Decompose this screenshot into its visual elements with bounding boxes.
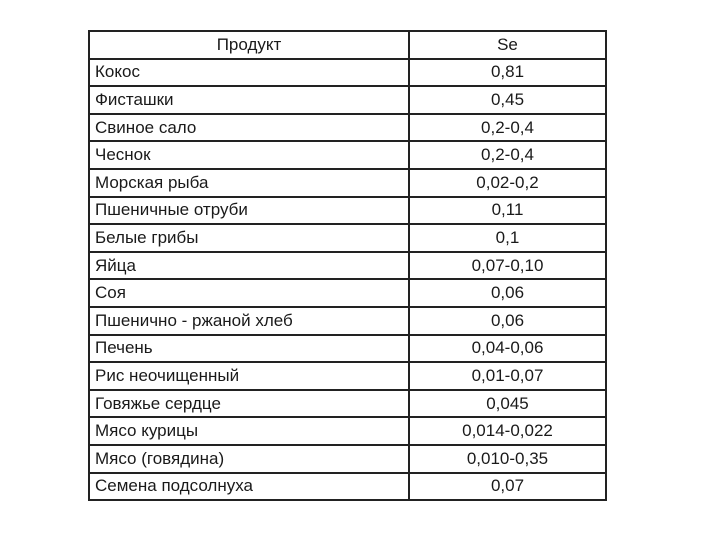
cell-product: Свиное сало: [89, 114, 409, 142]
cell-se: 0,06: [409, 307, 606, 335]
cell-product: Мясо (говядина): [89, 445, 409, 473]
cell-se: 0,1: [409, 224, 606, 252]
data-table: [88, 30, 607, 501]
table-row: [89, 473, 606, 501]
table-row: [89, 114, 606, 142]
table-row: [89, 224, 606, 252]
cell-se: 0,2-0,4: [409, 114, 606, 142]
table-body: [89, 59, 606, 501]
header-product: Продукт: [89, 31, 409, 59]
cell-se: 0,010-0,35: [409, 445, 606, 473]
header-se: Se: [409, 31, 606, 59]
table-row: [89, 445, 606, 473]
cell-se: 0,02-0,2: [409, 169, 606, 197]
cell-se: 0,07-0,10: [409, 252, 606, 280]
cell-product: Мясо курицы: [89, 417, 409, 445]
table-row: [89, 279, 606, 307]
table-header-row: [89, 31, 606, 59]
table-row: [89, 390, 606, 418]
cell-se: 0,06: [409, 279, 606, 307]
cell-product: Белые грибы: [89, 224, 409, 252]
cell-product: Печень: [89, 335, 409, 363]
cell-product: Фисташки: [89, 86, 409, 114]
table-row: [89, 252, 606, 280]
cell-se: 0,014-0,022: [409, 417, 606, 445]
table-row: [89, 362, 606, 390]
cell-se: 0,04-0,06: [409, 335, 606, 363]
table-row: [89, 197, 606, 225]
table-row: [89, 417, 606, 445]
table-row: [89, 141, 606, 169]
cell-se: 0,45: [409, 86, 606, 114]
cell-se: 0,045: [409, 390, 606, 418]
cell-product: Семена подсолнуха: [89, 473, 409, 501]
cell-se: 0,01-0,07: [409, 362, 606, 390]
table-row: [89, 169, 606, 197]
cell-product: Пшеничные отруби: [89, 197, 409, 225]
cell-product: Кокос: [89, 59, 409, 87]
cell-product: Пшенично - ржаной хлеб: [89, 307, 409, 335]
cell-se: 0,11: [409, 197, 606, 225]
table-row: [89, 335, 606, 363]
cell-product: Соя: [89, 279, 409, 307]
cell-product: Яйца: [89, 252, 409, 280]
selenium-content-table: [88, 30, 607, 501]
cell-se: 0,81: [409, 59, 606, 87]
cell-product: Говяжье сердце: [89, 390, 409, 418]
cell-se: 0,07: [409, 473, 606, 501]
cell-product: Морская рыба: [89, 169, 409, 197]
table-row: [89, 86, 606, 114]
cell-product: Рис неочищенный: [89, 362, 409, 390]
table-row: [89, 59, 606, 87]
cell-se: 0,2-0,4: [409, 141, 606, 169]
cell-product: Чеснок: [89, 141, 409, 169]
table-row: [89, 307, 606, 335]
